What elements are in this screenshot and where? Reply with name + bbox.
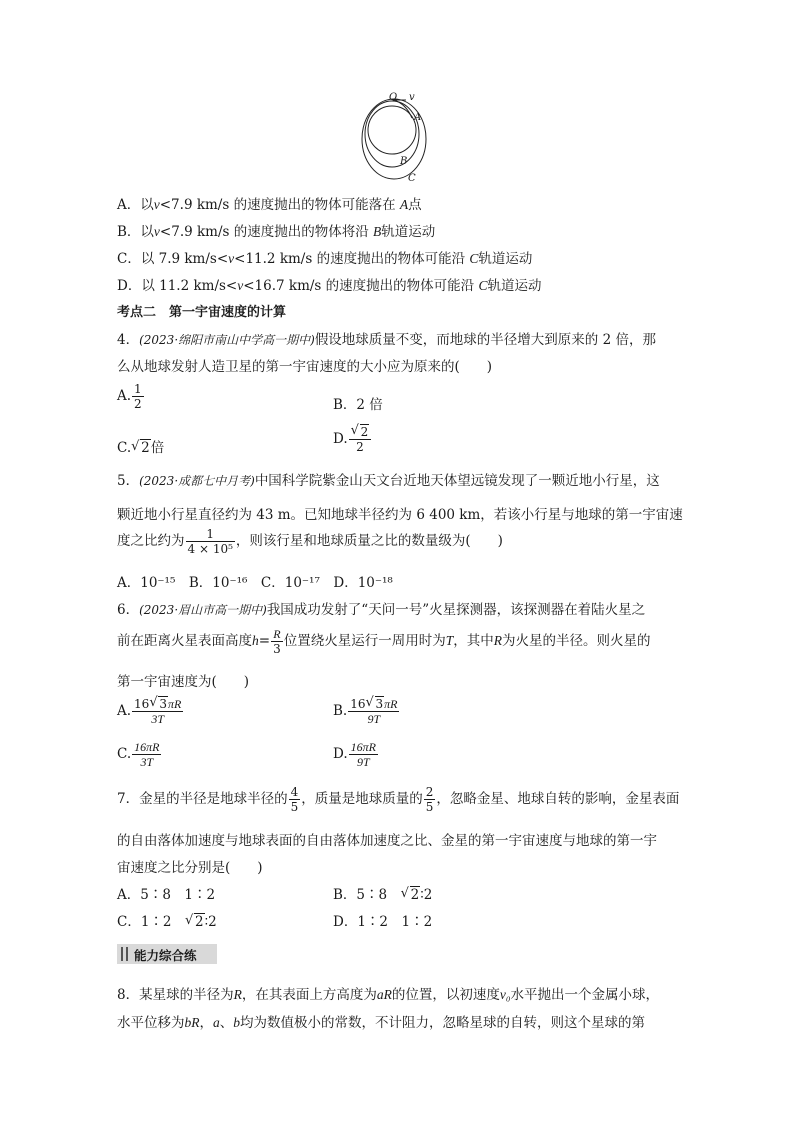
label-v: v [409,92,415,103]
q7-option-b: B．5∶8 √ 2∶2 [333,883,432,903]
q5-line-1: 5．(2023·成都七中月考)中国科学院紫金山天文台近地天体望远镜发现了一颗近地小行星，这 [117,473,660,489]
q4-line-2: 么从地球发射人造卫星的第一宇宙速度的大小应为原来的( ) [117,359,493,375]
q6-option-c: C. $\frac{16\pi R}{3T}$ [117,740,160,769]
q3-option-d: D．以 11.2 km/s<v<16.7 km/s 的速度抛出的物体可能沿 C轨道运动 [117,278,542,294]
badge-bar-left [121,947,123,961]
q4-option-d: D. √ $\frac{2}{2}$ [333,425,372,454]
section-title-2: 考点二 第一宇宙速度的计算 [117,305,287,320]
q5-options: A．10⁻¹⁵ B．10⁻¹⁶ C．10⁻¹⁷ D．10⁻¹⁸ [117,575,393,591]
q7-option-d: D．1∶2 1∶2 [333,914,433,930]
q6-line-3: 第一宇宙速度为( ) [117,674,250,690]
orbit-b [365,101,422,167]
q7-line-2: 的自由落体加速度与地球表面的自由落体加速度之比、金星的第一宇宙速度与地球的第一宇 [117,833,657,849]
q4-option-b: B．2 倍 [333,397,383,413]
section-title-3: 能力综合练 [134,948,197,963]
q7-option-a: A．5∶8 1∶2 [117,887,216,903]
q3-option-a: A．以v<7.9 km/s 的速度抛出的物体可能落在 A点 [117,197,422,213]
q7-option-c: C．1∶2 √ 2∶2 [117,910,217,930]
q6-option-a: A. $\frac{16√ 3\pi R}{3T}$ [117,697,184,726]
q6-line-1: 6．(2023·眉山市高一期中)我国成功发射了“天问一号”火星探测器，该探测器在着陆火星之 [117,602,646,618]
q6-option-b: B. $\frac{16√ 3\pi R}{9T}$ [333,697,400,726]
label-a: A [414,112,422,123]
earth-circle [368,106,416,154]
q5-line-2: 颗近地小行星直径约为 43 m。已知地球半径约为 6 400 km，若该小行星与地球的第一宇宙速 [117,507,683,523]
q6-line-2: 前在距离火星表面高度h= $\frac{R}{3}$ 位置绕火星运行一周用时为T，其中R为火星的半径。则火星的 [117,627,651,656]
q4-option-a: A. $\frac{1}{2}$ [117,382,142,411]
q3-option-b: B．以v<7.9 km/s 的速度抛出的物体将沿 B轨道运动 [117,224,436,240]
q4-option-c: C.√ 2倍 [117,436,164,456]
q7-line-3: 宙速度之比分别是( ) [117,860,263,876]
q5-line-3: 度之比约为 $\frac{1}{\text{4 × 10⁵}}$ ，则该行星和地球质量之比的数量级为( ) [117,527,503,556]
badge-bar-right [126,947,128,961]
q4-line-1: 4．(2023·绵阳市南山中学高一期中)假设地球质量不变，而地球的半径增大到原来的 2 倍，那 [117,332,656,348]
q8-line-2: 水平位移为bR，a、b均为数值极小的常数，不计阻力，忽略星球的自转，则这个星球的第 [117,1015,645,1031]
label-o: O [389,92,398,103]
orbit-figure [356,92,436,186]
q3-option-c: C．以 7.9 km/s<v<11.2 km/s 的速度抛出的物体可能沿 C轨道运动 [117,251,533,267]
q7-line-1: 7．金星的半径是地球半径的 $\frac{4}{5}$ ，质量是地球质量的 $\frac{2}{5}$ ，忽略金星、地球自转的影响，金星表面 [117,785,680,814]
label-c: C [408,173,416,184]
q8-line-1: 8．某星球的半径为R，在其表面上方高度为aR的位置，以初速度v₀水平抛出一个金属小球， [117,987,660,1003]
section-badge [117,944,217,964]
q6-option-d: D. $\frac{16\pi R}{9T}$ [333,740,376,769]
label-b: B [400,156,408,167]
